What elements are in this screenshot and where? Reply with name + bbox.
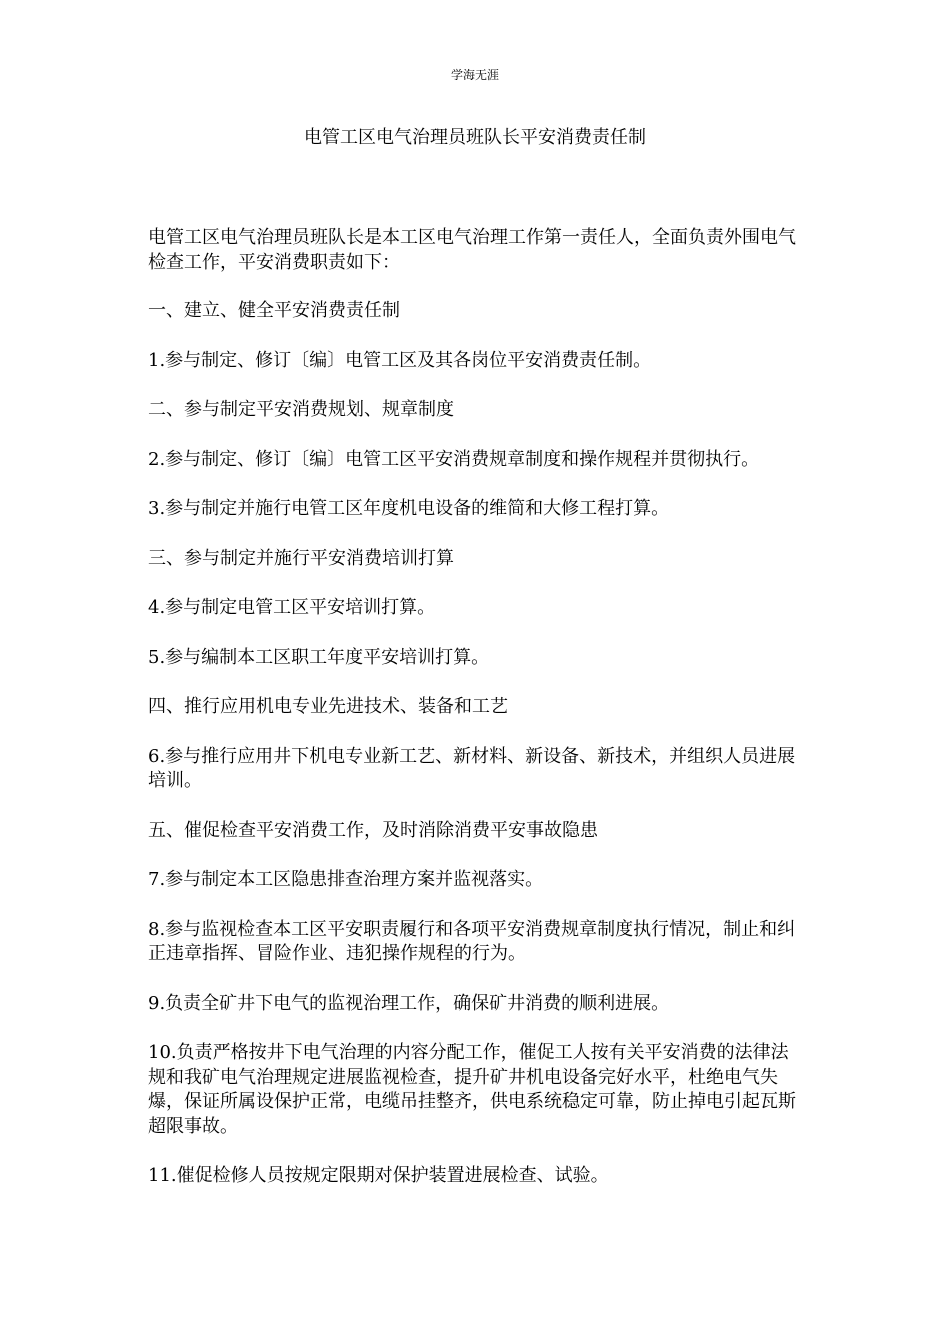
document-body <box>148 226 802 1214</box>
item-6: 6.参与推行应用井下机电专业新工艺、新材料、新设备、新技术，并组织人员进展培训。 <box>148 745 796 791</box>
section-heading-2: 二、参与制定平安消费规划、规章制度 <box>148 399 454 420</box>
item-8: 8.参与监视检查本工区平安职责履行和各项平安消费规章制度执行情况，制止和纠正违章指挥、冒险作业、违犯操作规程的行为。 <box>148 918 796 964</box>
item-2: 2.参与制定、修订〔编〕电管工区平安消费规章制度和操作规程并贯彻执行。 <box>148 448 760 470</box>
item-11: 11.催促检修人员按规定限期对保护装置进展检查、试验。 <box>148 1165 609 1186</box>
section-heading-3: 三、参与制定并施行平安消费培训打算 <box>148 547 454 569</box>
section-heading-4: 四、推行应用机电专业先进技术、装备和工艺 <box>148 696 508 717</box>
item-1: 1.参与制定、修订〔编〕电管工区及其各岗位平安消费责任制。 <box>148 349 652 371</box>
document-title: 电管工区电气治理员班队长平安消费责任制 <box>304 127 646 148</box>
item-4: 4.参与制定电管工区平安培训打算。 <box>148 597 436 618</box>
item-5: 5.参与编制本工区职工年度平安培训打算。 <box>148 646 490 668</box>
item-10: 10.负责严格按井下电气治理的内容分配工作，催促工人按有关平安消费的法律法规和我矿电气治理规定进展监视检查，提升矿井机电设备完好水平，杜绝电气失爆，保证所属设保护正常，电缆吊挂整齐，供电系统稳定可靠，防止掉电引起瓦斯超限事故。 <box>148 1042 796 1137</box>
item-9: 9.负责全矿井下电气的监视治理工作，确保矿井消费的顺利进展。 <box>148 992 670 1014</box>
item-3: 3.参与制定并施行电管工区年度机电设备的维简和大修工程打算。 <box>148 498 670 519</box>
section-heading-1: 一、建立、健全平安消费责任制 <box>148 300 400 321</box>
section-heading-5: 五、催促检查平安消费工作，及时消除消费平安事故隐患 <box>148 819 598 841</box>
intro-paragraph: 电管工区电气治理员班队长是本工区电气治理工作第一责任人，全面负责外围电气检查工作，平安消费职责如下： <box>148 227 796 273</box>
item-7: 7.参与制定本工区隐患排查治理方案并监视落实。 <box>148 869 544 890</box>
page-header: 学海无涯 <box>450 68 499 82</box>
